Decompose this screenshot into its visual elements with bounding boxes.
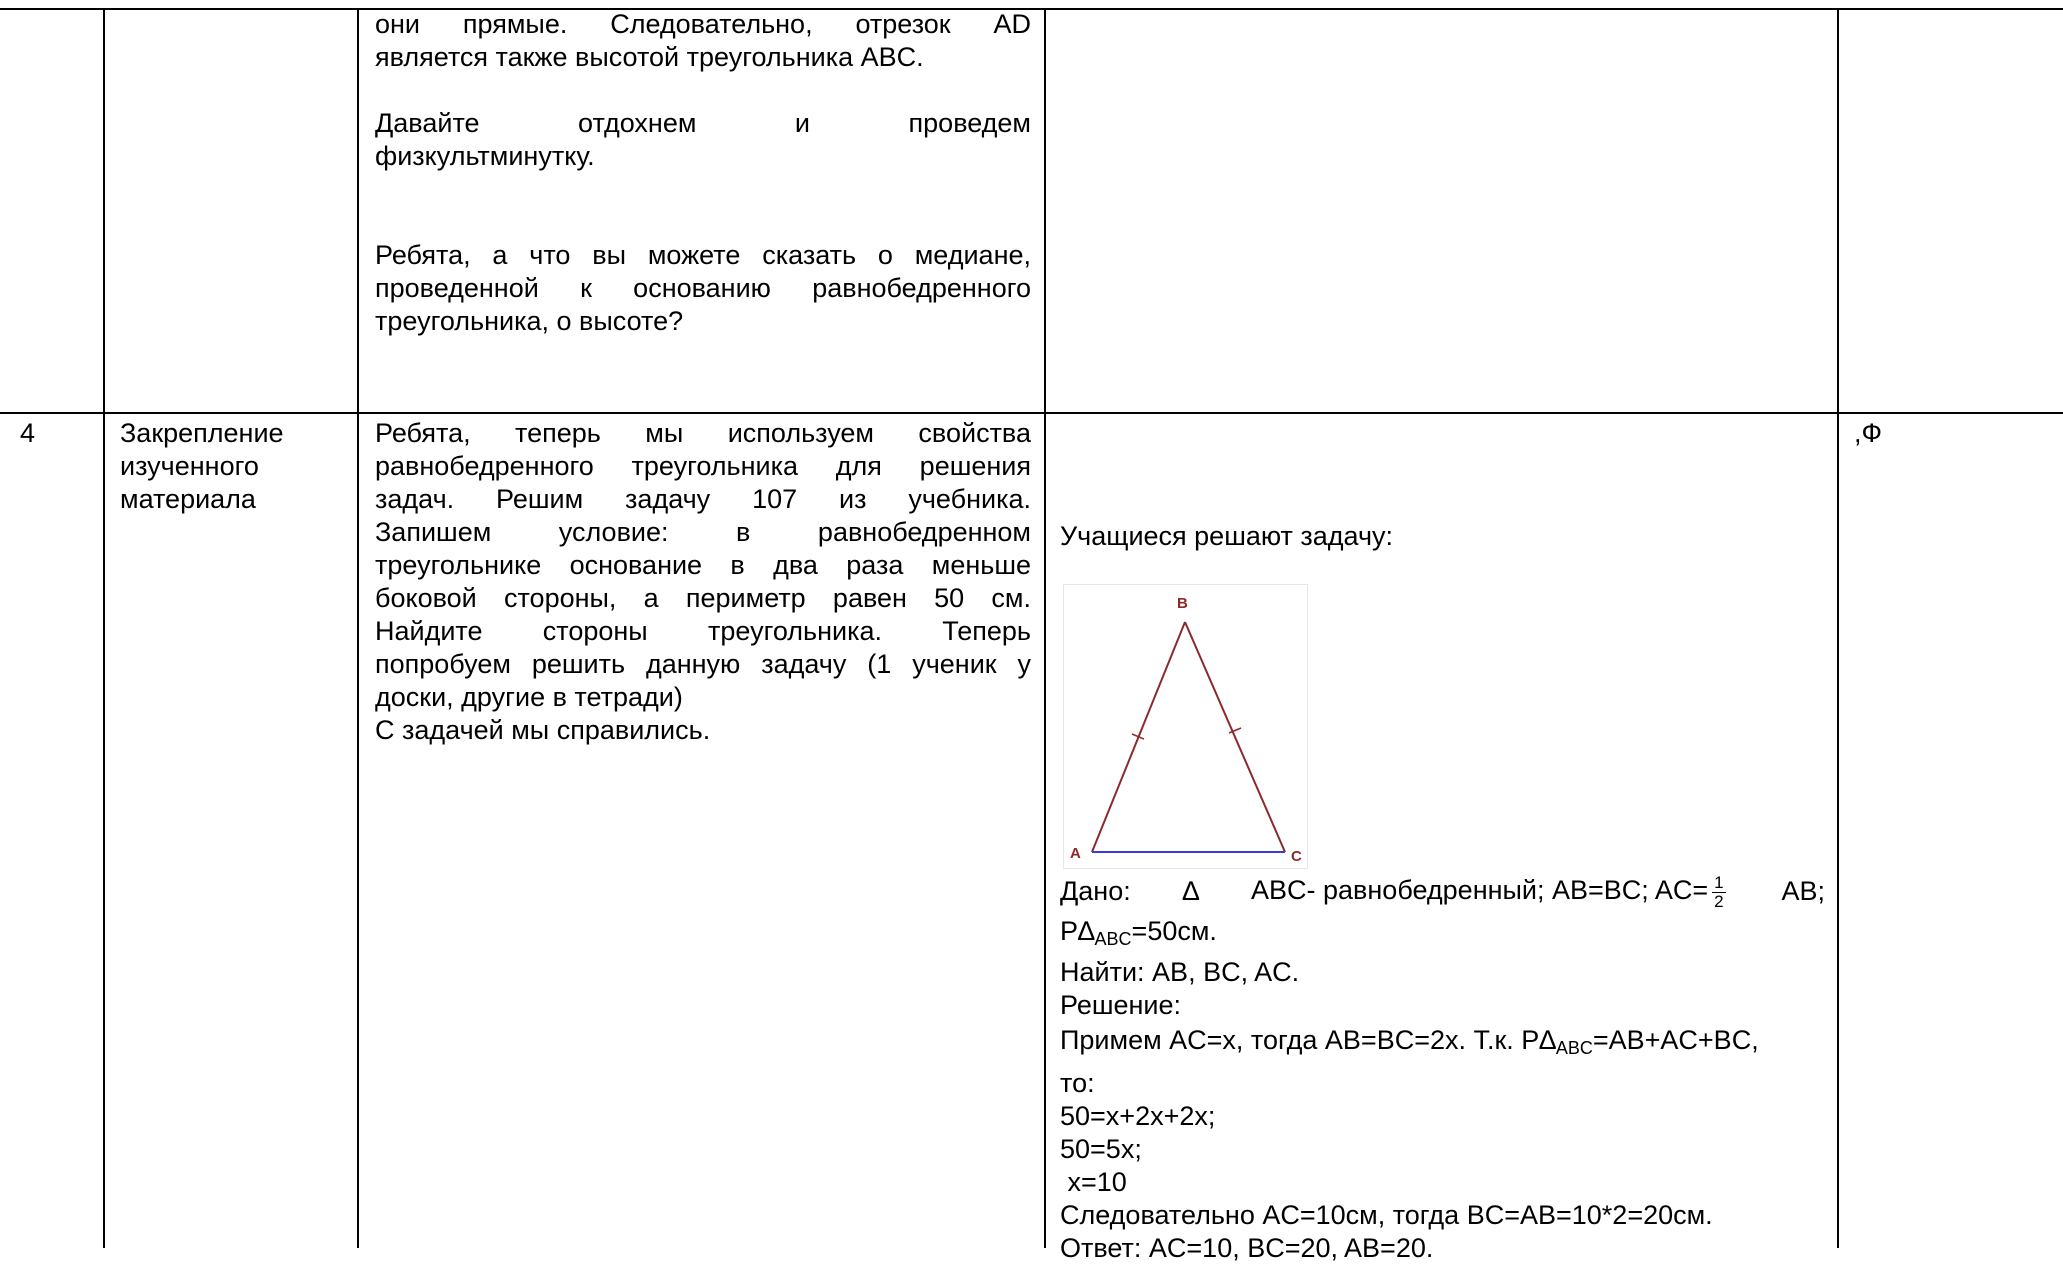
column-border-3 bbox=[1044, 8, 1046, 1248]
given-ab: AB; bbox=[1781, 876, 1825, 906]
fraction: $\frac{1}{2}$ bbox=[1714, 873, 1724, 911]
stage-line: изученного bbox=[120, 451, 259, 481]
equation-line: 50=x+2x+2x; bbox=[1060, 1101, 1216, 1131]
column-border-1 bbox=[103, 8, 105, 1248]
text-line: Запишем условие: в равнобедренном bbox=[375, 517, 1031, 547]
conclusion-line: Следовательно AC=10см, тогда BC=AB=10*2=20см. bbox=[1060, 1200, 1713, 1230]
column-border-4 bbox=[1837, 8, 1839, 1248]
equation-line: 50=5x; bbox=[1060, 1134, 1142, 1164]
text-line: треугольнике основание в два раза меньше bbox=[375, 550, 1031, 580]
given-text: ABC- равнобедренный; AB=BC; AC= $\frac{1}{2}$ bbox=[1251, 873, 1724, 911]
text-line: попробуем решить данную задачу (1 ученик у bbox=[375, 649, 1031, 679]
text-line: задач. Решим задачу 107 из учебника. bbox=[375, 484, 1031, 514]
table-top-border bbox=[0, 8, 2063, 10]
text-line: физкультминутку. bbox=[375, 141, 595, 171]
text-line: они прямые. Следовательно, отрезок AD bbox=[375, 9, 1031, 39]
stage-line: материала bbox=[120, 484, 256, 514]
text-line: Ребята, а что вы можете сказать о медиане, bbox=[375, 240, 1031, 270]
vertex-label-b: B bbox=[1177, 595, 1188, 612]
text-line: С задачей мы справились. bbox=[375, 715, 711, 745]
text-line: проведенной к основанию равнобедренного bbox=[375, 273, 1031, 303]
text-line: треугольника, о высоте? bbox=[375, 306, 684, 336]
stage-line: Закрепление bbox=[120, 418, 284, 448]
text-line: является также высотой треугольника ABC. bbox=[375, 42, 924, 72]
text-line: доски, другие в тетради) bbox=[375, 682, 683, 712]
triangle-icon: ∆ bbox=[1182, 876, 1200, 906]
teacher-activity bbox=[375, 417, 1031, 747]
perimeter-line: $P\Delta_{ABC}=50см$. bbox=[1060, 916, 1217, 949]
given-prefix: Дано: bbox=[1060, 876, 1131, 906]
text-line: боковой стороны, а периметр равен 50 см. bbox=[375, 583, 1031, 613]
row-divider bbox=[0, 412, 2063, 414]
text-line: Давайте отдохнем и проведем bbox=[375, 108, 1031, 138]
equation-line: x=10 bbox=[1060, 1167, 1127, 1197]
column-border-2 bbox=[357, 8, 359, 1248]
given-line bbox=[1060, 871, 1825, 911]
text-line: равнобедренного треугольника для решения bbox=[375, 451, 1031, 481]
text-line: Найдите стороны треугольника. Теперь bbox=[375, 616, 1031, 646]
solution-line: то: bbox=[1060, 1068, 1095, 1098]
find-line: Найти: AB, BC, AC. bbox=[1060, 957, 1300, 987]
vertex-label-c: C bbox=[1291, 848, 1302, 865]
text-line: Ребята, теперь мы используем свойства bbox=[375, 418, 1031, 448]
solution-line: Примем AC=x, тогда AB=BC=2x. Т.к. $P\Delta_{ABC}=AB+AC+BC$, bbox=[1060, 1025, 1759, 1058]
form-of-work: ,Ф bbox=[1854, 418, 1883, 448]
triangle-diagram bbox=[1063, 584, 1308, 869]
row-number: 4 bbox=[20, 418, 36, 448]
students-intro: Учащиеся решают задачу: bbox=[1060, 521, 1394, 551]
teacher-activity-continued bbox=[375, 8, 1031, 338]
solution-label: Решение: bbox=[1060, 990, 1182, 1020]
stage-name bbox=[120, 417, 350, 516]
vertex-label-a: A bbox=[1070, 845, 1081, 862]
answer-line: Ответ: AC=10, BC=20, AB=20. bbox=[1060, 1233, 1434, 1263]
solution-block bbox=[1060, 871, 1825, 1265]
